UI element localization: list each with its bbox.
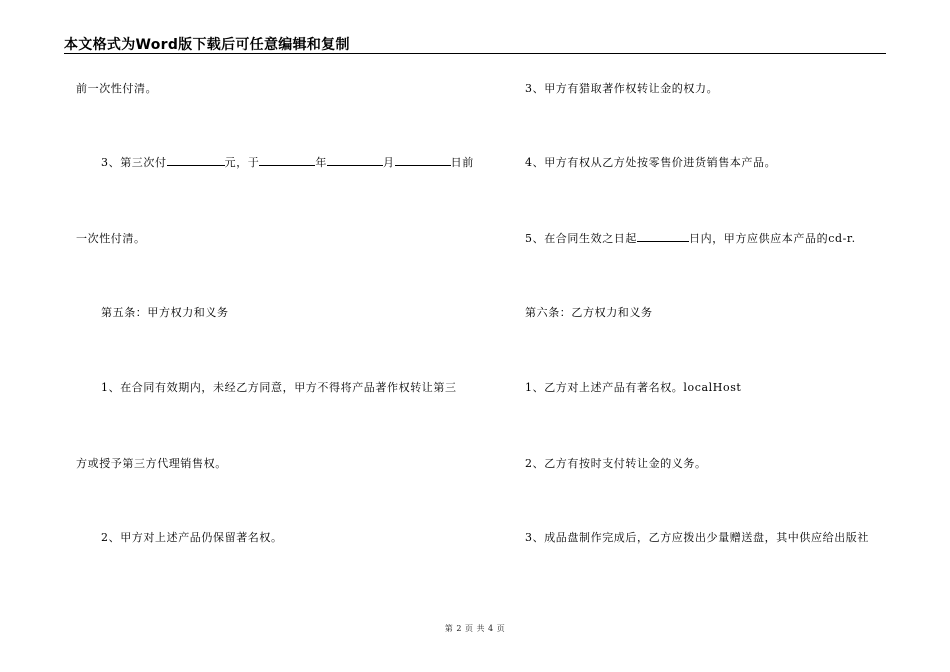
- left-line-6: 方或授予第三方代理销售权。: [76, 457, 227, 470]
- right-line-3: [525, 230, 856, 246]
- left-line-2-nian: 年: [315, 156, 328, 169]
- left-line-2-yuan: 元，于: [224, 156, 260, 169]
- right-line-6: 2、乙方有按时支付转让金的义务。: [525, 457, 707, 470]
- right-line-1: 3、甲方有猎取著作权转让金的权力。: [525, 82, 719, 95]
- amount-blank: [167, 154, 225, 166]
- document-header-title: 本文格式为Word版下载后可任意编辑和复制: [64, 37, 350, 53]
- left-line-2-yue: 月: [383, 156, 395, 169]
- days-blank: [637, 230, 689, 242]
- left-line-2-prefix: 3、第三次付: [101, 156, 167, 169]
- year-blank: [259, 154, 315, 166]
- article-6-heading: 第六条：乙方权力和义务: [525, 306, 653, 319]
- left-line-7: 2、甲方对上述产品仍保留著名权。: [101, 531, 283, 544]
- right-line-7: 3、成品盘制作完成后，乙方应拨出少量赠送盘，其中供应给出版社: [525, 531, 869, 544]
- page-number: 第 2 页 共 4 页: [444, 624, 506, 633]
- month-blank: [327, 154, 383, 166]
- right-line-5: 1、乙方对上述产品有著名权。localHost: [525, 381, 742, 394]
- right-line-3-prefix: 5、在合同生效之日起: [525, 232, 637, 245]
- left-line-2: [101, 154, 474, 170]
- header-divider: [64, 53, 886, 54]
- left-line-5: 1、在合同有效期内，未经乙方同意，甲方不得将产品著作权转让第三: [101, 381, 457, 394]
- left-line-3: 一次性付清。: [76, 232, 146, 245]
- right-line-3-suffix: 日内，甲方应供应本产品的cd-r.: [689, 232, 856, 245]
- right-line-2: 4、甲方有权从乙方处按零售价进货销售本产品。: [525, 156, 777, 169]
- left-line-1: 前一次性付清。: [76, 82, 158, 95]
- article-5-heading: 第五条：甲方权力和义务: [101, 306, 229, 319]
- left-line-2-ri: 日前: [450, 156, 474, 169]
- day-blank: [395, 154, 451, 166]
